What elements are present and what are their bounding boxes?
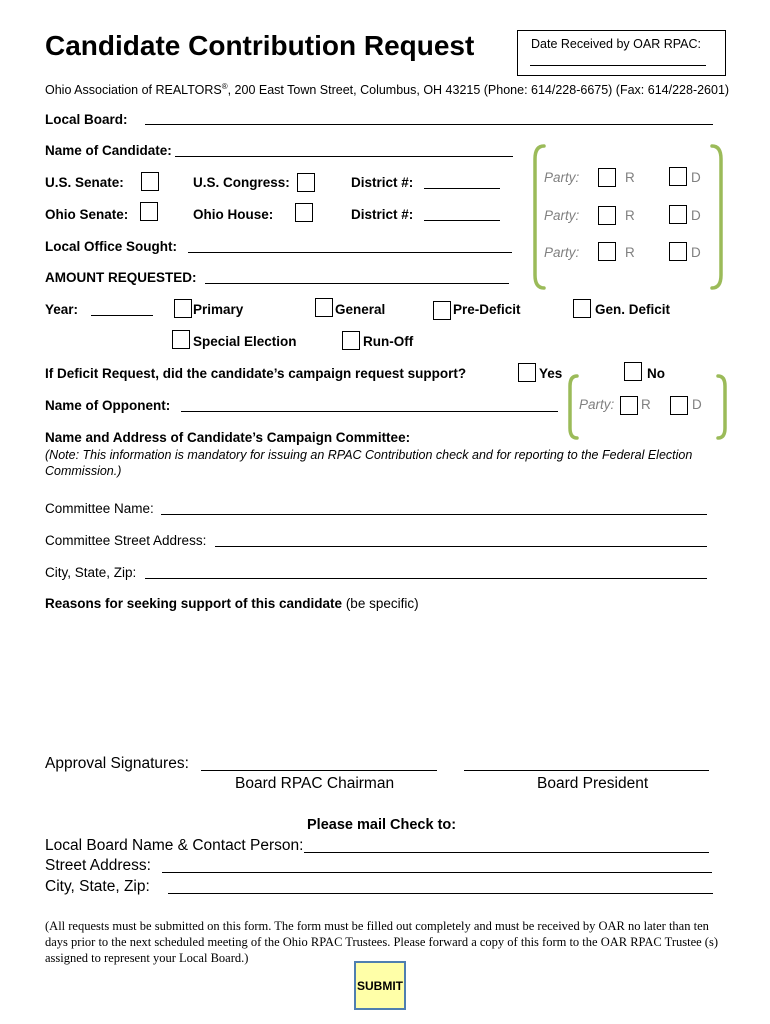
party-r-checkbox-2[interactable] (598, 206, 616, 225)
name-of-candidate-label: Name of Candidate: (45, 143, 172, 158)
amount-requested-label: AMOUNT REQUESTED: (45, 270, 197, 285)
party-d-label-3: D (691, 245, 701, 260)
committee-street-label: Committee Street Address: (45, 533, 207, 548)
mail-street-field[interactable] (162, 872, 712, 873)
reasons-field[interactable] (45, 616, 710, 746)
gen-deficit-label: Gen. Deficit (595, 302, 671, 317)
party-d-checkbox-1[interactable] (669, 167, 687, 186)
us-senate-checkbox[interactable] (141, 172, 159, 191)
mail-contact-label: Local Board Name & Contact Person: (45, 837, 304, 854)
deficit-question-label: If Deficit Request, did the candidate’s campaign request support? (45, 366, 467, 381)
chairman-label: Board RPAC Chairman (235, 775, 395, 792)
gen-deficit-checkbox[interactable] (573, 299, 591, 318)
general-label: General (335, 302, 386, 317)
page-title: Candidate Contribution Request (45, 30, 475, 61)
party-d-checkbox-opponent[interactable] (670, 396, 688, 415)
reasons-label (45, 596, 419, 611)
address-rest: , 200 East Town Street, Columbus, OH 43215 (Phone: 614/228-6675) (Fax: 614/228-2601) (227, 83, 730, 98)
name-of-candidate-field[interactable] (175, 156, 513, 157)
committee-name-label: Committee Name: (45, 501, 154, 516)
local-board-label: Local Board: (45, 112, 128, 127)
mail-street-label: Street Address: (45, 857, 151, 874)
general-checkbox[interactable] (315, 298, 333, 317)
ohio-senate-checkbox[interactable] (140, 202, 158, 221)
runoff-label: Run-Off (363, 334, 414, 349)
party-label-opponent: Party: (579, 397, 615, 412)
party-d-checkbox-3[interactable] (669, 242, 687, 261)
address-org: Ohio Association of REALTORS (45, 83, 222, 98)
party-r-checkbox-opponent[interactable] (620, 396, 638, 415)
party-r-label-opponent: R (641, 397, 651, 412)
party-d-label-1: D (691, 170, 701, 185)
pre-deficit-checkbox[interactable] (433, 301, 451, 320)
party-r-checkbox-3[interactable] (598, 242, 616, 261)
district-field-2[interactable] (424, 220, 500, 221)
party-label-2: Party: (544, 208, 580, 223)
date-received-line[interactable] (530, 65, 706, 66)
amount-requested-field[interactable] (205, 283, 509, 284)
committee-note: (Note: This information is mandatory for issuing an RPAC Contribution check and for reporting to the Federal Election Commission.) (45, 448, 693, 478)
party-r-label-1: R (625, 170, 635, 185)
yes-label: Yes (539, 366, 563, 381)
party-r-checkbox-1[interactable] (598, 168, 616, 187)
date-received-label: Date Received by OAR RPAC: (531, 37, 701, 51)
mail-contact-field[interactable] (304, 852, 709, 853)
name-of-opponent-field[interactable] (181, 411, 558, 412)
name-of-opponent-label: Name of Opponent: (45, 398, 171, 413)
party-d-label-opponent: D (692, 397, 702, 412)
special-election-label: Special Election (193, 334, 297, 349)
year-label: Year: (45, 302, 79, 317)
no-label: No (647, 366, 665, 381)
chairman-signature-line[interactable] (201, 770, 437, 771)
district-label-1: District #: (351, 175, 414, 190)
committee-city-label: City, State, Zip: (45, 565, 137, 580)
year-field[interactable] (91, 315, 153, 316)
special-election-checkbox[interactable] (172, 330, 190, 349)
reasons-label-bold: Reasons for seeking support of this candidate (45, 596, 343, 611)
mail-heading: Please mail Check to: (307, 817, 457, 833)
local-office-label: Local Office Sought: (45, 239, 178, 254)
committee-heading: Name and Address of Candidate’s Campaign Committee: (45, 430, 411, 445)
party-label-1: Party: (544, 170, 580, 185)
us-senate-label: U.S. Senate: (45, 175, 124, 190)
us-congress-checkbox[interactable] (297, 173, 315, 192)
submit-button[interactable]: SUBMIT (354, 961, 406, 1010)
runoff-checkbox[interactable] (342, 331, 360, 350)
reasons-label-normal: (be specific) (342, 596, 419, 611)
president-label: Board President (537, 775, 649, 792)
primary-checkbox[interactable] (174, 299, 192, 318)
ohio-house-checkbox[interactable] (295, 203, 313, 222)
local-office-field[interactable] (188, 252, 512, 253)
party-d-checkbox-2[interactable] (669, 205, 687, 224)
party-d-label-2: D (691, 208, 701, 223)
president-signature-line[interactable] (464, 770, 709, 771)
date-received-box (517, 30, 726, 76)
committee-street-field[interactable] (215, 546, 707, 547)
organization-address (45, 82, 729, 97)
footer-note: (All requests must be submitted on this form. The form must be filled out completely and must be received by OAR no later than ten days prior to the next scheduled meeting of the Ohio RPAC Trustees. Please forward a copy of this form to the OAR RPAC Trustee (s) assigned to represent your Local Board.) (45, 919, 718, 965)
district-label-2: District #: (351, 207, 414, 222)
ohio-senate-label: Ohio Senate: (45, 207, 129, 222)
party-r-label-3: R (625, 245, 635, 260)
yes-checkbox[interactable] (518, 363, 536, 382)
approval-signatures-label: Approval Signatures: (45, 755, 189, 772)
ohio-house-label: Ohio House: (193, 207, 274, 222)
committee-name-field[interactable] (161, 514, 707, 515)
local-board-field[interactable] (145, 124, 713, 125)
pre-deficit-label: Pre-Deficit (453, 302, 521, 317)
registered-mark: ® (221, 82, 228, 91)
committee-city-field[interactable] (145, 578, 707, 579)
party-label-3: Party: (544, 245, 580, 260)
mail-city-label: City, State, Zip: (45, 878, 150, 895)
mail-city-field[interactable] (168, 893, 713, 894)
us-congress-label: U.S. Congress: (193, 175, 290, 190)
party-r-label-2: R (625, 208, 635, 223)
primary-label: Primary (193, 302, 244, 317)
district-field-1[interactable] (424, 188, 500, 189)
